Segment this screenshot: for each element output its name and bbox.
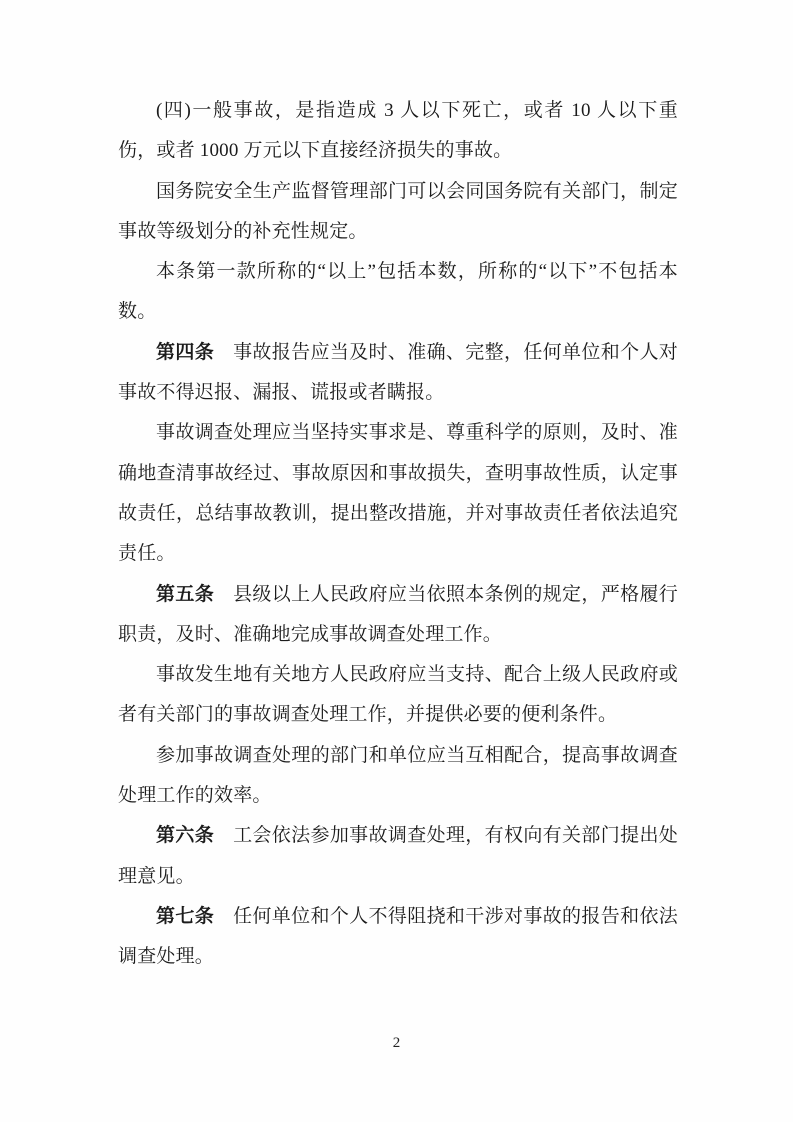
paragraph-article-4 (118, 333, 678, 414)
paragraph-text: 事故发生地有关地方人民政府应当支持、配合上级人民政府或者有关部门的事故调查处理工作，并提供必要的便利条件。 (118, 664, 678, 726)
paragraph-text: 工会依法参加事故调查处理，有权向有关部门提出处理意见。 (118, 825, 678, 887)
paragraph-text: 本条第一款所称的“以上”包括本数，所称的“以下”不包括本数。 (118, 261, 678, 323)
article-number-label: 第七条 (156, 905, 215, 927)
paragraph-local-government-support (118, 655, 678, 736)
paragraph-article-7 (118, 897, 678, 978)
paragraph-text: 参加事故调查处理的部门和单位应当互相配合，提高事故调查处理工作的效率。 (118, 744, 678, 807)
paragraph-accident-level-4 (118, 91, 678, 172)
paragraph-text: 县级以上人民政府应当依照本条例的规定，严格履行职责，及时、准确地完成事故调查处理工作。 (118, 583, 678, 645)
paragraph-article-6 (118, 816, 678, 897)
page-number: 2 (392, 1035, 401, 1051)
paragraph-investigation-principles (118, 413, 678, 574)
paragraph-article-5 (118, 575, 678, 656)
article-number-label: 第五条 (156, 583, 215, 605)
paragraph-text: 事故报告应当及时、准确、完整，任何单位和个人对事故不得迟报、漏报、谎报或者瞒报。 (118, 341, 678, 404)
document-text-block (118, 0, 678, 978)
paragraph-text: 事故调查处理应当坚持实事求是、尊重科学的原则，及时、准确地查清事故经过、事故原因和事故损失，查明事故性质，认定事故责任，总结事故教训，提出整改措施，并对事故责任者依法追究责任。 (118, 422, 678, 565)
paragraph-text: (四)一般事故，是指造成 3 人以下死亡，或者 10 人以下重伤，或者 1000 万元以下直接经济损失的事故。 (118, 100, 678, 162)
paragraph-cooperation-efficiency (118, 736, 678, 817)
article-number-label: 第四条 (156, 341, 215, 363)
paragraph-number-inclusion (118, 252, 678, 333)
paragraph-text: 任何单位和个人不得阻挠和干涉对事故的报告和依法调查处理。 (118, 905, 678, 968)
paragraph-text: 国务院安全生产监督管理部门可以会同国务院有关部门，制定事故等级划分的补充性规定。 (118, 180, 678, 242)
article-number-label: 第六条 (156, 825, 215, 847)
paragraph-supplementary-rules (118, 172, 678, 253)
